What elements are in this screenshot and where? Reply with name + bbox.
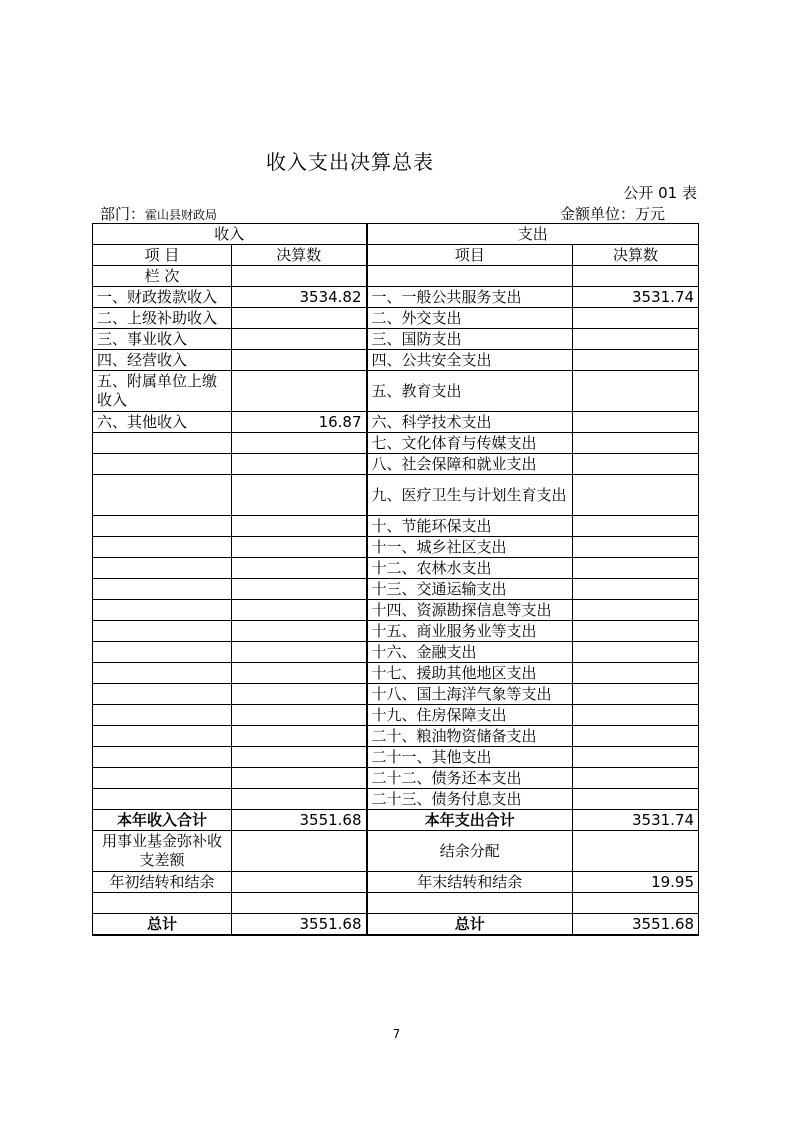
income-amount-cell bbox=[232, 516, 367, 537]
table-row bbox=[93, 350, 699, 371]
column-index-row bbox=[93, 266, 699, 287]
department-line bbox=[100, 203, 217, 224]
income-item-cell bbox=[93, 454, 232, 475]
income-amount-cell bbox=[232, 747, 367, 768]
income-item-cell bbox=[93, 433, 232, 454]
expense-item-cell: 二十三、债务付息支出 bbox=[367, 789, 573, 810]
income-amount-cell bbox=[232, 768, 367, 789]
annual-total-row bbox=[93, 810, 699, 831]
income-amount-cell bbox=[232, 621, 367, 642]
income-item-cell: 四、经营收入 bbox=[93, 350, 232, 371]
table-row bbox=[93, 308, 699, 329]
column-index-cell bbox=[367, 266, 573, 287]
income-expense-table bbox=[92, 223, 699, 936]
begin-balance-label: 年初结转和结余 bbox=[93, 872, 232, 893]
income-amount-header: 决算数 bbox=[232, 245, 367, 266]
expense-item-cell: 十二、农林水支出 bbox=[367, 558, 573, 579]
expense-amount-cell bbox=[573, 558, 699, 579]
income-item-cell bbox=[93, 705, 232, 726]
table-row bbox=[93, 558, 699, 579]
table-row bbox=[93, 684, 699, 705]
expense-amount-cell: 3531.74 bbox=[573, 287, 699, 308]
expense-item-cell: 二十二、债务还本支出 bbox=[367, 768, 573, 789]
table-row bbox=[93, 726, 699, 747]
income-amount-cell bbox=[232, 329, 367, 350]
balance-row bbox=[93, 872, 699, 893]
table-row bbox=[93, 705, 699, 726]
income-amount-cell bbox=[232, 705, 367, 726]
income-item-cell bbox=[93, 516, 232, 537]
table-row bbox=[93, 747, 699, 768]
table-row bbox=[93, 329, 699, 350]
expense-amount-cell bbox=[573, 433, 699, 454]
expense-amount-header: 决算数 bbox=[573, 245, 699, 266]
income-item-header: 项 目 bbox=[93, 245, 232, 266]
grand-total-row bbox=[93, 914, 699, 936]
table-row bbox=[93, 621, 699, 642]
expense-item-cell: 二十一、其他支出 bbox=[367, 747, 573, 768]
income-total-label: 本年收入合计 bbox=[93, 810, 232, 831]
income-amount-cell bbox=[232, 308, 367, 329]
income-amount-cell bbox=[232, 371, 367, 412]
column-index-cell bbox=[573, 266, 699, 287]
column-index-label: 栏 次 bbox=[93, 266, 232, 287]
table-row bbox=[93, 537, 699, 558]
income-amount-cell bbox=[232, 475, 367, 516]
begin-balance-value bbox=[232, 872, 367, 893]
blank-cell bbox=[93, 893, 232, 914]
table-row bbox=[93, 412, 699, 433]
income-item-cell: 三、事业收入 bbox=[93, 329, 232, 350]
income-item-cell bbox=[93, 600, 232, 621]
expense-amount-cell bbox=[573, 726, 699, 747]
table-row bbox=[93, 287, 699, 308]
expense-amount-cell bbox=[573, 350, 699, 371]
expense-item-cell: 十四、资源勘探信息等支出 bbox=[367, 600, 573, 621]
expense-amount-cell bbox=[573, 579, 699, 600]
table-row bbox=[93, 433, 699, 454]
expense-item-cell: 一、一般公共服务支出 bbox=[367, 287, 573, 308]
column-index-cell bbox=[232, 266, 367, 287]
income-item-cell: 二、上级补助收入 bbox=[93, 308, 232, 329]
expense-total-value: 3531.74 bbox=[573, 810, 699, 831]
column-header-row bbox=[93, 245, 699, 266]
expense-amount-cell bbox=[573, 454, 699, 475]
expense-amount-cell bbox=[573, 621, 699, 642]
expense-item-cell: 十六、金融支出 bbox=[367, 642, 573, 663]
expense-amount-cell bbox=[573, 747, 699, 768]
income-grand-total-label: 总计 bbox=[93, 914, 232, 936]
table-row bbox=[93, 475, 699, 516]
end-balance-label: 年末结转和结余 bbox=[367, 872, 573, 893]
income-item-cell bbox=[93, 475, 232, 516]
table-row bbox=[93, 789, 699, 810]
income-amount-cell bbox=[232, 454, 367, 475]
page-number: 7 bbox=[392, 1027, 401, 1041]
table-row bbox=[93, 516, 699, 537]
table-row bbox=[93, 454, 699, 475]
table-row bbox=[93, 600, 699, 621]
fund-gap-row bbox=[93, 831, 699, 872]
page-title: 收入支出决算总表 bbox=[266, 150, 434, 174]
income-item-cell bbox=[93, 684, 232, 705]
expense-grand-total-value: 3551.68 bbox=[573, 914, 699, 936]
expense-item-cell: 八、社会保障和就业支出 bbox=[367, 454, 573, 475]
blank-cell bbox=[367, 893, 573, 914]
section-header-row bbox=[93, 224, 699, 245]
expense-amount-cell bbox=[573, 789, 699, 810]
blank-cell bbox=[232, 893, 367, 914]
table-row bbox=[93, 663, 699, 684]
expense-amount-cell bbox=[573, 412, 699, 433]
fund-gap-label: 用事业基金弥补收支差额 bbox=[93, 831, 232, 872]
expense-item-cell: 二、外交支出 bbox=[367, 308, 573, 329]
expense-item-cell: 十三、交通运输支出 bbox=[367, 579, 573, 600]
expense-item-cell: 十八、国土海洋气象等支出 bbox=[367, 684, 573, 705]
expense-amount-cell bbox=[573, 642, 699, 663]
surplus-distribution-value bbox=[573, 831, 699, 872]
income-item-cell bbox=[93, 768, 232, 789]
income-amount-cell bbox=[232, 537, 367, 558]
income-item-cell bbox=[93, 789, 232, 810]
expense-item-cell: 十九、住房保障支出 bbox=[367, 705, 573, 726]
table-row bbox=[93, 371, 699, 412]
department-name: 霍山县财政局 bbox=[145, 208, 218, 222]
expense-section-header: 支出 bbox=[367, 224, 699, 245]
income-item-cell bbox=[93, 642, 232, 663]
form-code: 公开 01 表 bbox=[623, 184, 697, 202]
blank-row bbox=[93, 893, 699, 914]
table-row bbox=[93, 579, 699, 600]
income-amount-cell: 16.87 bbox=[232, 412, 367, 433]
expense-item-cell: 九、医疗卫生与计划生育支出 bbox=[367, 475, 573, 516]
expense-amount-cell bbox=[573, 768, 699, 789]
fund-gap-value bbox=[232, 831, 367, 872]
income-item-cell bbox=[93, 747, 232, 768]
end-balance-value: 19.95 bbox=[573, 872, 699, 893]
income-amount-cell bbox=[232, 433, 367, 454]
income-amount-cell: 3534.82 bbox=[232, 287, 367, 308]
income-item-cell bbox=[93, 537, 232, 558]
expense-amount-cell bbox=[573, 537, 699, 558]
income-total-value: 3551.68 bbox=[232, 810, 367, 831]
table-row bbox=[93, 768, 699, 789]
expense-item-cell: 五、教育支出 bbox=[367, 371, 573, 412]
expense-item-cell: 十、节能环保支出 bbox=[367, 516, 573, 537]
expense-amount-cell bbox=[573, 475, 699, 516]
expense-amount-cell bbox=[573, 516, 699, 537]
expense-total-label: 本年支出合计 bbox=[367, 810, 573, 831]
expense-item-cell: 四、公共安全支出 bbox=[367, 350, 573, 371]
income-grand-total-value: 3551.68 bbox=[232, 914, 367, 936]
income-section-header: 收入 bbox=[93, 224, 367, 245]
income-item-cell bbox=[93, 663, 232, 684]
expense-item-cell: 十一、城乡社区支出 bbox=[367, 537, 573, 558]
income-item-cell: 五、附属单位上缴收入 bbox=[93, 371, 232, 412]
expense-item-cell: 十五、商业服务业等支出 bbox=[367, 621, 573, 642]
expense-amount-cell bbox=[573, 371, 699, 412]
income-amount-cell bbox=[232, 789, 367, 810]
expense-amount-cell bbox=[573, 663, 699, 684]
income-amount-cell bbox=[232, 663, 367, 684]
expense-item-cell: 六、科学技术支出 bbox=[367, 412, 573, 433]
income-amount-cell bbox=[232, 558, 367, 579]
expense-amount-cell bbox=[573, 308, 699, 329]
expense-amount-cell bbox=[573, 705, 699, 726]
department-label: 部门： bbox=[100, 205, 146, 223]
expense-grand-total-label: 总计 bbox=[367, 914, 573, 936]
table-row bbox=[93, 642, 699, 663]
income-item-cell bbox=[93, 621, 232, 642]
income-item-cell: 一、财政拨款收入 bbox=[93, 287, 232, 308]
income-item-cell bbox=[93, 579, 232, 600]
blank-cell bbox=[573, 893, 699, 914]
income-item-cell bbox=[93, 726, 232, 747]
expense-item-cell: 七、文化体育与传媒支出 bbox=[367, 433, 573, 454]
amount-unit: 金额单位：万元 bbox=[560, 205, 666, 223]
expense-amount-cell bbox=[573, 329, 699, 350]
income-amount-cell bbox=[232, 350, 367, 371]
income-amount-cell bbox=[232, 642, 367, 663]
expense-item-cell: 二十、粮油物资储备支出 bbox=[367, 726, 573, 747]
income-amount-cell bbox=[232, 684, 367, 705]
income-amount-cell bbox=[232, 600, 367, 621]
income-amount-cell bbox=[232, 726, 367, 747]
expense-item-cell: 十七、援助其他地区支出 bbox=[367, 663, 573, 684]
income-amount-cell bbox=[232, 579, 367, 600]
income-item-cell bbox=[93, 558, 232, 579]
expense-item-cell: 三、国防支出 bbox=[367, 329, 573, 350]
expense-amount-cell bbox=[573, 600, 699, 621]
expense-amount-cell bbox=[573, 684, 699, 705]
income-item-cell: 六、其他收入 bbox=[93, 412, 232, 433]
expense-item-header: 项目 bbox=[367, 245, 573, 266]
surplus-distribution-label: 结余分配 bbox=[367, 831, 573, 872]
